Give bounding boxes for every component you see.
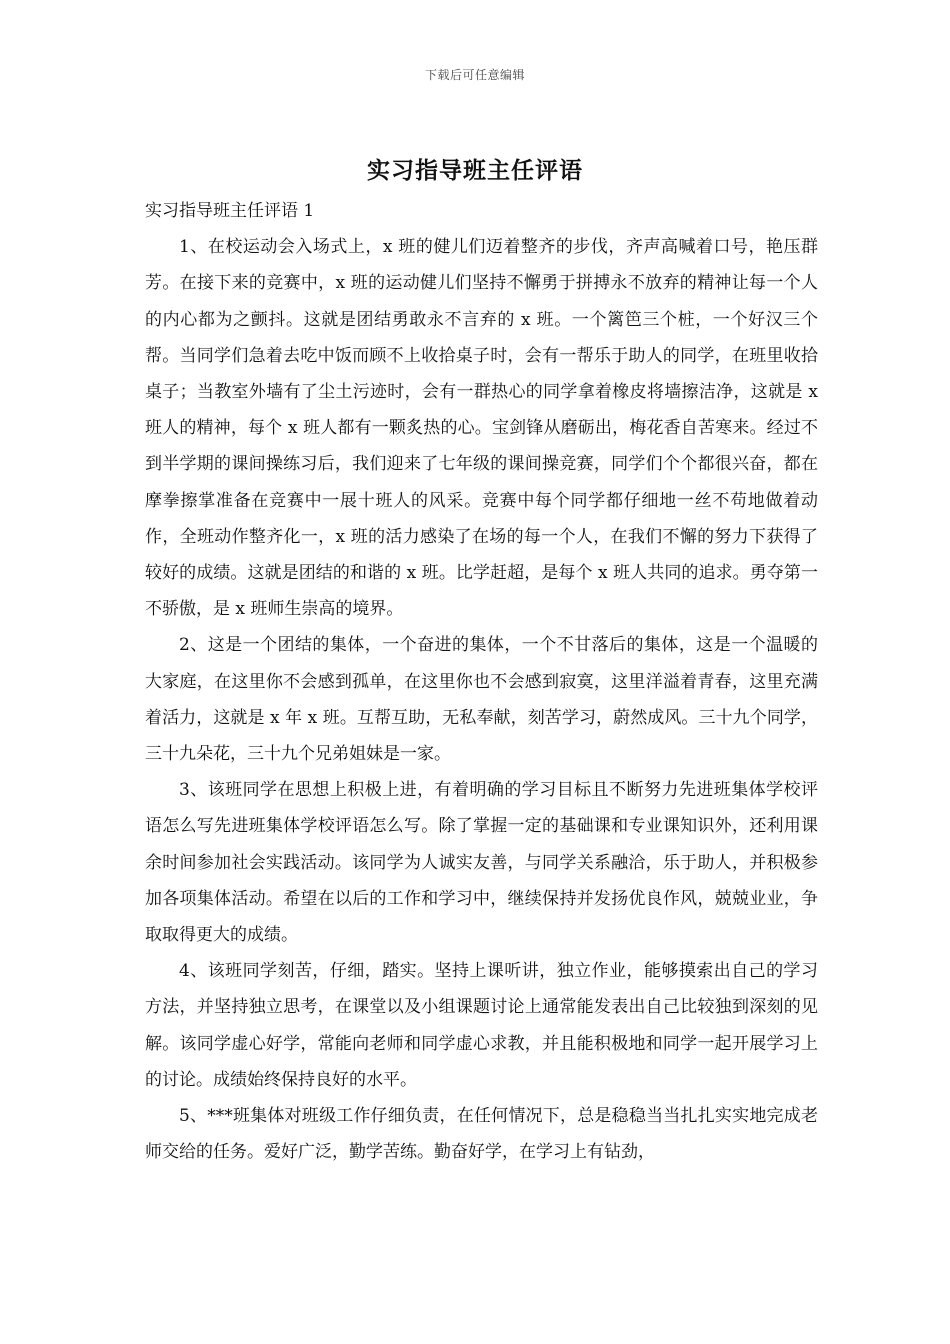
- header-note: 下载后可任意编辑: [424, 68, 525, 82]
- document-body: [145, 193, 818, 1170]
- paragraph-4: 4、该班同学刻苦，仔细，踏实。坚持上课听讲，独立作业，能够摸索出自己的学习方法，并坚持独立思考，在课堂以及小组课题讨论上通常能发表出自己比较独到深刻的见解。该同学虚心好学，常能向老师和同学虚心求教，并且能积极地和同学一起开展学习上的讨论。成绩始终保持良好的水平。: [145, 961, 818, 1090]
- paragraph-2: 2、这是一个团结的集体，一个奋进的集体，一个不甘落后的集体，这是一个温暖的大家庭，在这里你不会感到孤单，在这里你也不会感到寂寞，这里洋溢着青春，这里充满着活力，这就是 x 年 x 班。互帮互助，无私奉献，刻苦学习，蔚然成风。三十九个同学，三十九朵花，三十九个兄弟姐妹是一家。: [145, 635, 818, 765]
- paragraph-3: 3、该班同学在思想上积极上进，有着明确的学习目标且不断努力先进班集体学校评语怎么写先进班集体学校评语怎么写。除了掌握一定的基础课和专业课知识外，还利用课余时间参加社会实践活动。该同学为人诚实友善，与同学关系融洽，乐于助人，并积极参加各项集体活动。希望在以后的工作和学习中，继续保持并发扬优良作风，兢兢业业，争取取得更大的成绩。: [145, 780, 818, 946]
- paragraph-5: 5、***班集体对班级工作仔细负责，在任何情况下，总是稳稳当当扎扎实实地完成老师交给的任务。爱好广泛，勤学苦练。勤奋好学，在学习上有钻劲，: [145, 1106, 818, 1163]
- document-title: 实习指导班主任评语: [367, 157, 583, 184]
- section-subtitle: 实习指导班主任评语 1: [145, 201, 315, 221]
- paragraph-1: 1、在校运动会入场式上，x 班的健儿们迈着整齐的步伐，齐声高喊着口号，艳压群芳。在接下来的竞赛中，x 班的运动健儿们坚持不懈勇于拼搏永不放弃的精神让每一个人的内心都为之颤抖。这就是团结勇敢永不言弃的 x 班。一个篱笆三个桩，一个好汉三个帮。当同学们急着去吃中饭而顾不上收拾桌子时，会有一帮乐于助人的同学，在班里收拾桌子；当教室外墙有了尘土污迹时，会有一群热心的同学拿着橡皮将墙擦洁净，这就是 x 班人的精神，每个 x 班人都有一颗炙热的心。宝剑锋从磨砺出，梅花香自苦寒来。经过不到半学期的课间操练习后，我们迎来了七年级的课间操竞赛，同学们个个都很兴奋，都在摩拳擦掌准备在竞赛中一展十班人的风采。竞赛中每个同学都仔细地一丝不苟地做着动作，全班动作整齐化一，x 班的活力感染了在场的每一个人，在我们不懈的努力下获得了较好的成绩。这就是团结的和谐的 x 班。比学赶超，是每个 x 班人共同的追求。勇夺第一不骄傲，是 x 班师生崇高的境界。: [145, 237, 818, 620]
